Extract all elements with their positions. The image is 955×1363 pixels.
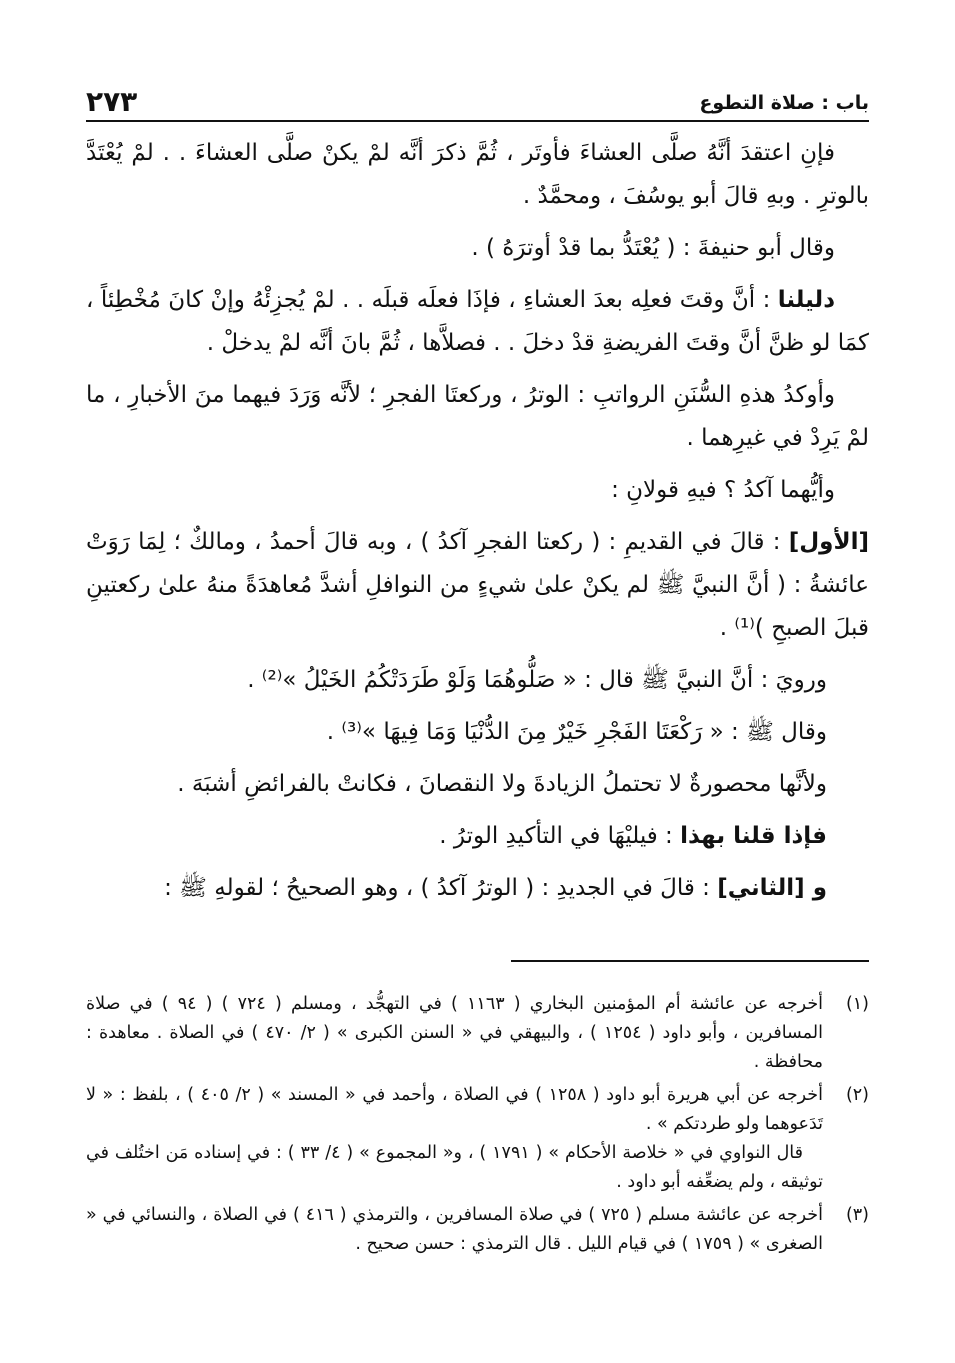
paragraph-text: فإنِ اعتقدَ أنَّهُ صلَّى العشاءَ فأوتَر ، ثُمَّ ذكرَ أنَّه لمْ يكنْ صلَّى العشاءَ . . لمْ يُعْتَدَّ بالوترِ . وبهِ قالَ أبو يوسُفَ ، ومحمَّدٌ . xyxy=(86,140,869,209)
paragraph xyxy=(86,469,869,512)
paragraph-text: : فيليْهَا في التأكيدِ الوترُ . xyxy=(439,823,681,849)
paragraph-text: : قالَ في الجديدِ : ( الوترُ آكدُ ) ، وهو الصحيحُ ؛ لقولهِ ﷺ : xyxy=(164,875,718,901)
footnote-text: أخرجه عن عائشة مسلم ( ٧٢٥ ) في صلاة المسافرين ، والترمذي ( ٤١٦ ) في الصلاة ، والنسائي في « الصغرى » ( ١٧٥٩ ) في قيام الليل . قال الترمذي : حسن صحيح . xyxy=(86,1205,823,1254)
footnote-text: أخرجه عن أبي هريرة أبو داود ( ١٢٥٨ ) في الصلاة ، وأحمد في « المسند » ( ٢/ ٤٠٥ ) ، بلفظ : « لا تَدَعوهما ولو طردتكم » . xyxy=(86,1085,823,1134)
paragraph xyxy=(86,815,869,858)
paragraph-text: وقال أبو حنيفةَ : ( يُعْتَدُّ بما قدْ أوترَهُ ) . xyxy=(471,235,835,261)
paragraph xyxy=(86,521,869,650)
footnotes xyxy=(86,990,869,1263)
paragraph-text: ولأنَّها محصورةٌ لا تحتملُ الزيادةَ ولا النقصانَ ، فكانتْ بالفرائضِ أشبَهَ . xyxy=(177,771,827,797)
paragraph xyxy=(86,132,869,218)
footnote xyxy=(86,990,869,1077)
page-header xyxy=(86,80,869,122)
paragraph xyxy=(86,867,869,910)
paragraph-text: : قالَ في القديمِ : ( ركعتا الفجرِ آكدُ ) ، وبه قالَ أحمدُ ، ومالكٌ ؛ لِمَا رَوَتْ عائشةُ : ( أنَّ النبيَّ ﷺ لم يكنْ علىٰ شيءٍ من النوافلِ أشدَّ مُعاهدَةً منهُ علىٰ ركعتينِ قبلَ الصبحِ )⁽¹⁾ . xyxy=(86,529,869,641)
paragraph-lead: فإذا قلنا بهذا xyxy=(680,823,827,849)
page-number: ٢٧٣ xyxy=(86,85,138,118)
footnote-number: (٣) xyxy=(845,1205,869,1225)
paragraph-lead: دليلنا xyxy=(777,287,835,313)
paragraph xyxy=(86,374,869,460)
paragraph-text: وأيُّهما آكدُ ؟ فيهِ قولانِ : xyxy=(611,477,835,503)
paragraph-text: وأوكدُ هذهِ السُّنَنِ الرواتبِ : الوترُ ، وركعتَا الفجرِ ؛ لأنَّه وَرَدَ فيهما منَ الأخبارِ ، ما لمْ يَرِدْ في غيرِهما . xyxy=(86,382,869,451)
paragraph xyxy=(86,763,869,806)
paragraph-lead: و [الثاني] xyxy=(717,875,827,901)
footnote xyxy=(86,1081,869,1197)
paragraph-text: وقال ﷺ : « رَكْعَتَا الفَجْرِ خَيْرٌ مِنَ الدُّنْيَا وَمَا فِيهَا »⁽³⁾ . xyxy=(326,719,827,745)
paragraph xyxy=(86,227,869,270)
footnote xyxy=(86,1201,869,1259)
paragraph xyxy=(86,711,869,754)
footnote-note: قال النواوي في « خلاصة الأحكام » ( ١٧٩١ ) ، و« المجموع » ( ٤/ ٣٣ ) : في إسناده مَن اختُلف في توثيقه ، ولم يضعِّفه أبو داود . xyxy=(86,1143,823,1192)
paragraph xyxy=(86,659,869,702)
paragraph xyxy=(86,279,869,365)
paragraph-lead: [الأول] xyxy=(788,529,869,555)
footnote-divider xyxy=(511,960,869,962)
chapter-title: باب : صلاة التطوع xyxy=(699,92,869,114)
paragraph-text: : أنَّ وقتَ فعلِه بعدَ العشاءِ ، فإذَا فعلَه قبلَه . . لمْ يُجزِئْهُ وإنْ كانَ مُخْطِئاً ، كمَا لو ظنَّ أنَّ وقتَ الفريضةِ قدْ دخلَ . . فصلاَّها ، ثُمَّ بانَ أنَّه لمْ يدخلْ . xyxy=(86,287,869,356)
footnote-text: أخرجه عن عائشة أم المؤمنين البخاري ( ١١٦٣ ) في التهجُّد ، ومسلم ( ٧٢٤ ) ( ٩٤ ) في صلاة المسافرين ، وأبو داود ( ١٢٥٤ ) ، والبيهقي في « السنن الكبرى » ( ٢/ ٤٧٠ ) في الصلاة . معاهدة : محافظة . xyxy=(86,994,824,1072)
main-text xyxy=(86,132,869,919)
footnote-number: (١) xyxy=(845,994,869,1014)
footnote-number: (٢) xyxy=(845,1085,869,1105)
paragraph-text: ورويَ : أنَّ النبيَّ ﷺ قال : « صَلُّوهُمَا وَلَوْ طَرَدَتْكُمُ الخَيْلُ »⁽²⁾ . xyxy=(247,667,827,693)
